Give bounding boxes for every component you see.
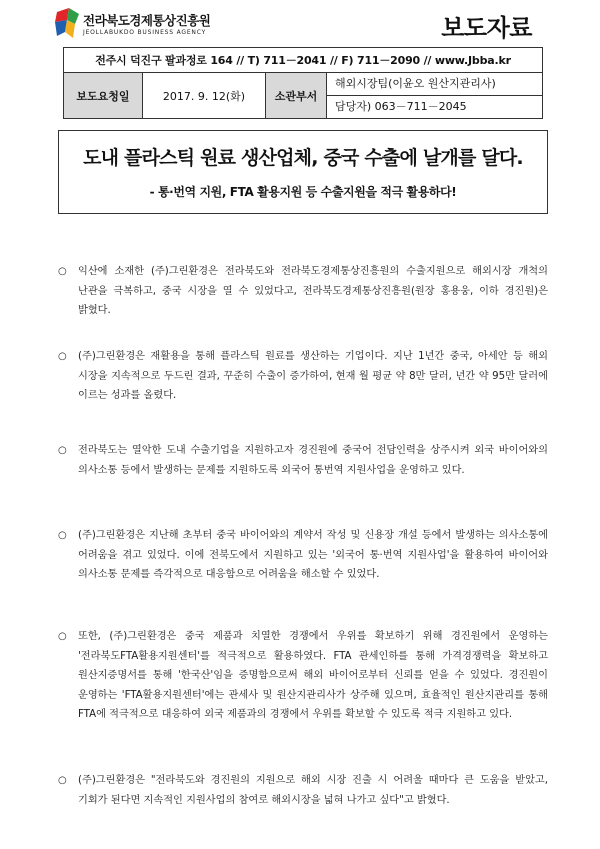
- agency-logo: [55, 8, 245, 42]
- bullet-icon: ○: [58, 445, 67, 456]
- body-paragraph: [58, 627, 548, 725]
- paragraph-text: 익산에 소재한 (주)그린환경은 전라북도와 전라북도경제통상진흥원의 수출지원으로 해외시장 개척의 난관을 극복하고, 중국 시장을 열 수 있었다고, 전라북도경제통상진흥원(원장 홍용웅, 이하 경진원)은 밝혔다.: [78, 266, 548, 316]
- agency-emblem-icon: [55, 8, 79, 40]
- subheadline: - 통·번역 지원, FTA 활용지원 등 수출지원을 적극 활용하다!: [149, 185, 457, 199]
- press-info-table: [63, 47, 543, 119]
- bullet-icon: ○: [58, 775, 67, 786]
- paragraph-text: (주)그린환경은 재활용을 통해 플라스틱 원료를 생산하는 기업이다. 지난 1년간 중국, 아세안 등 해외 시장을 지속적으로 두드린 결과, 꾸준히 수출이 증가하여, 현재 월 평균 약 8만 달러, 년간 약 95만 달러에 이르는 성과를 올렸다.: [78, 351, 548, 401]
- contact-info: 전주시 덕진구 팔과정로 164 // T) 711－2041 // F) 711－2090 // www.Jbba.kr: [64, 48, 543, 73]
- document-type-heading: 보도자료: [441, 14, 532, 42]
- request-date-label: 보도요청일: [64, 73, 143, 119]
- bullet-icon: ○: [58, 530, 67, 541]
- body-paragraph: [58, 441, 548, 480]
- bullet-icon: ○: [58, 266, 67, 277]
- paragraph-text: (주)그린환경은 지난해 초부터 중국 바이어와의 계약서 작성 및 신용장 개설 등에서 발생하는 의사소통에 어려움을 겪고 있었다. 이에 전북도에서 지원하고 있는 '외국어 통·번역 지원사업'을 활용하여 바이어와 의사소통 문제를 즉각적으로 대응함으로 어려움을 해소할 수 있었다.: [78, 530, 548, 580]
- body-paragraph: [58, 347, 548, 406]
- bullet-icon: ○: [58, 351, 67, 362]
- agency-english-name: JEOLLABUKDO BUSINESS AGENCY: [83, 29, 207, 36]
- paragraph-text: (주)그린환경은 "전라북도와 경진원의 지원으로 해외 시장 진출 시 어려울 때마다 큰 도움을 받았고, 기회가 된다면 지속적인 지원사업의 참여로 해외시장을 넓혀 나가고 싶다"고 밝혔다.: [78, 775, 548, 806]
- body-paragraph: [58, 526, 548, 585]
- bullet-icon: ○: [58, 631, 67, 642]
- agency-name: 전라북도경제통상진흥원: [83, 13, 211, 28]
- department-label: 소관부서: [266, 73, 327, 119]
- paragraph-text: 또한, (주)그린환경은 중국 제품과 치열한 경쟁에서 우위를 확보하기 위해 경진원에서 운영하는 '전라북도FTA활용지원센터'를 적극적으로 활용하였다. FTA 관세인하를 통해 가격경쟁력을 확보하고 원산지증명서를 통해 '한국산'임을 증명함으로써 해외 바이어로부터 신뢰를 얻을 수 있었다. 경진원이 운영하는 'FTA활용지원센터'에는 관세사 및 원산지관리사가 상주해 있으며, 효율적인 원산지관리를 통해 FTA에 적극적으로 대응하여 외국 제품과의 경쟁에서 우위를 확보할 수 있도록 적극 지원하고 있다.: [78, 631, 548, 720]
- contact-person: 담당자) 063－711－2045: [327, 96, 543, 119]
- request-date: 2017. 9. 12(화): [143, 73, 266, 119]
- department-name: 해외시장팀(이윤오 원산지관리사): [327, 73, 543, 96]
- paragraph-text: 전라북도는 열악한 도내 수출기업을 지원하고자 경진원에 중국어 전담인력을 상주시켜 외국 바이어와의 의사소통 등에서 발생하는 문제를 지원하도록 외국어 통번역 지원사업을 운영하고 있다.: [78, 445, 548, 476]
- body-paragraph: [58, 262, 548, 321]
- headline: 도내 플라스틱 원료 생산업체, 중국 수출에 날개를 달다.: [83, 147, 523, 169]
- headline-box: [58, 130, 548, 214]
- body-paragraph: [58, 771, 548, 810]
